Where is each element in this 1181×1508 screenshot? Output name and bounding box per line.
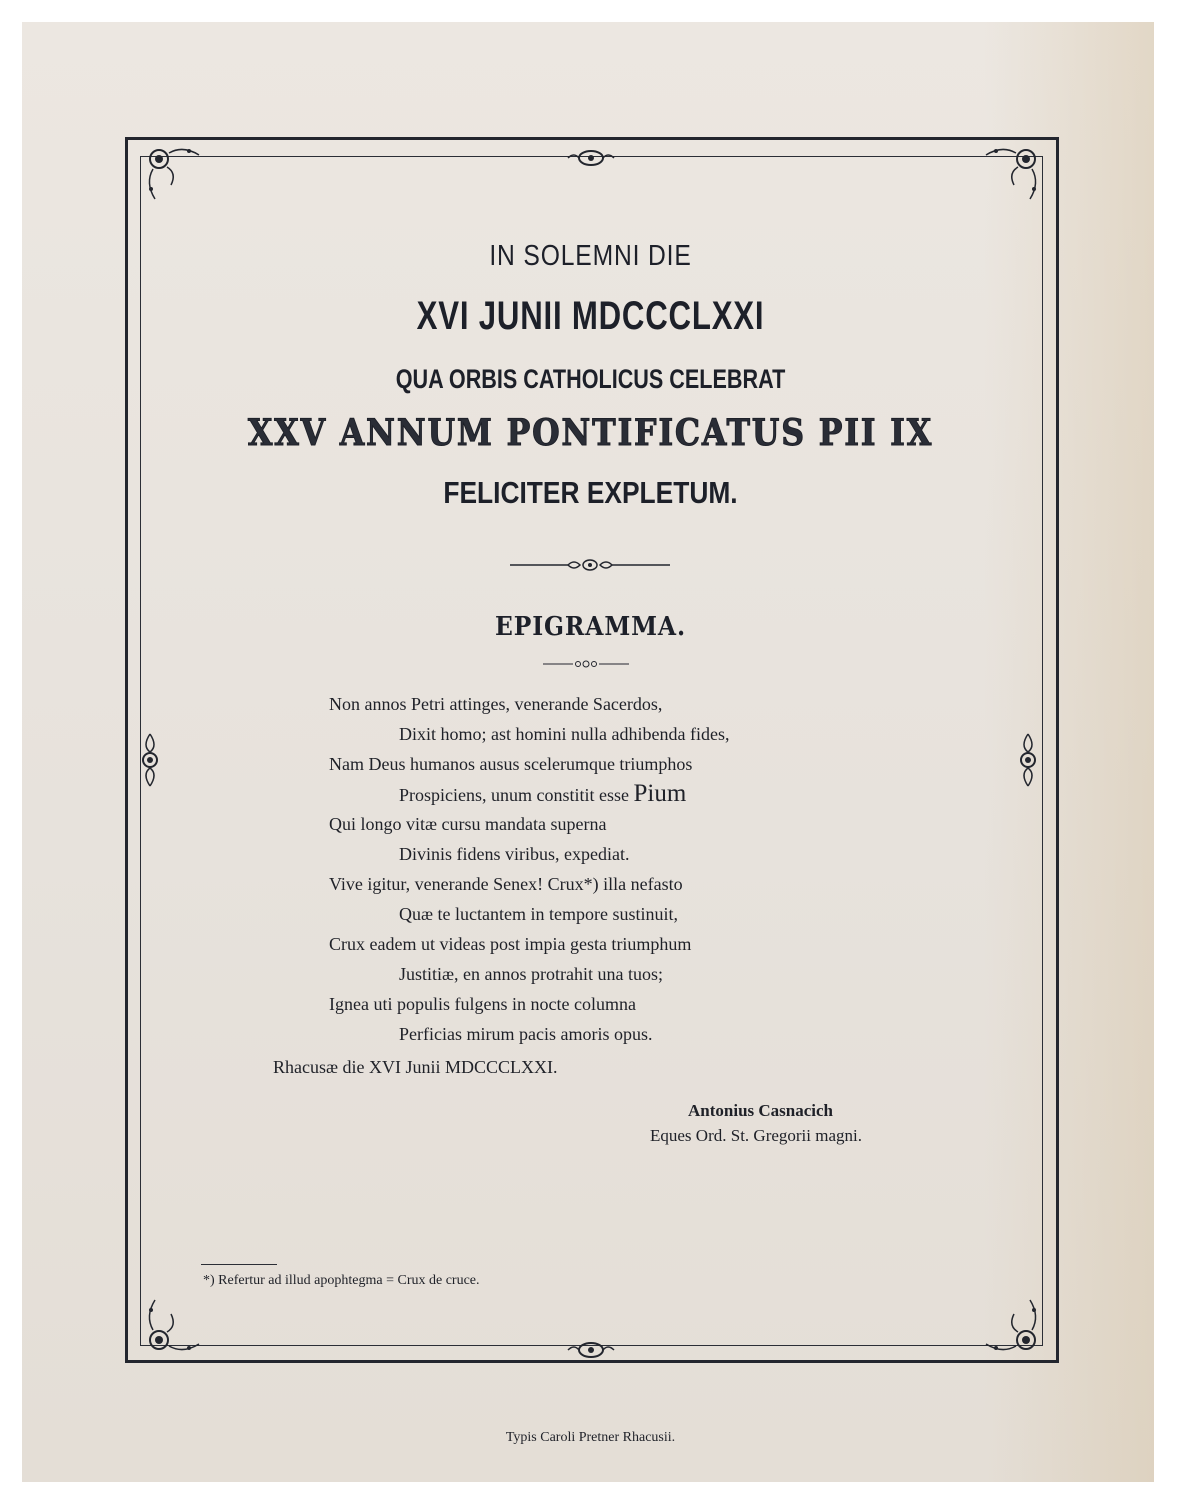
corner-flourish-icon	[980, 1294, 1042, 1356]
heading-line-1: IN SOLEMNI DIE	[489, 240, 692, 272]
divider-flourish-icon	[510, 555, 670, 580]
poem-line	[329, 779, 729, 809]
poem-line: Justitiæ, en annos protrahit una tuos;	[399, 964, 663, 984]
poem-line: Qui longo vitæ cursu mandata superna	[329, 814, 607, 834]
poem-line: Quæ te luctantem in tempore sustinuit,	[399, 904, 678, 924]
poem-line: Ignea uti populis fulgens in nocte columna	[329, 994, 636, 1014]
poem-line: Perficias mirum pacis amoris opus.	[399, 1024, 653, 1044]
heading-line-5: FELICITER EXPLETUM.	[443, 475, 738, 510]
footnote: *) Refertur ad illud apophtegma = Crux de cruce.	[203, 1273, 480, 1288]
corner-flourish-icon	[143, 1294, 205, 1356]
poem-line: Crux eadem ut videas post impia gesta triumphum	[329, 934, 692, 954]
poem-line: Divinis fidens viribus, expediat.	[399, 844, 630, 864]
center-rosette-icon	[566, 148, 616, 168]
footnote-rule	[201, 1264, 277, 1265]
side-ornament-icon	[138, 732, 162, 788]
emphasized-word: Pium	[633, 780, 687, 807]
poem-line: Vive igitur, venerande Senex! Crux*) illa nefasto	[329, 874, 683, 894]
side-ornament-icon	[1016, 732, 1040, 788]
epigram-poem	[329, 689, 729, 1049]
corner-flourish-icon	[980, 143, 1042, 205]
poem-line: Nam Deus humanos ausus scelerumque triumphos	[329, 754, 693, 774]
heading-line-3: QUA ORBIS CATHOLICUS CELEBRAT	[395, 364, 786, 394]
heading-line-2: XVI JUNII MDCCCLXXI	[416, 294, 765, 338]
section-title: EPIGRAMMA.	[494, 612, 687, 642]
poem-line: Non annos Petri attinges, venerande Sacerdos,	[329, 694, 663, 714]
printer-imprint: Typis Caroli Pretner Rhacusii.	[505, 1430, 676, 1445]
dateline: Rhacusæ die XVI Junii MDCCCLXXI.	[273, 1057, 558, 1077]
author-name: Antonius Casnacich	[688, 1101, 834, 1120]
author-title: Eques Ord. St. Gregorii magni.	[650, 1126, 862, 1145]
poem-line: Dixit homo; ast homini nulla adhibenda fides,	[399, 724, 730, 744]
poem-line-text: Prospiciens, unum constitit esse	[399, 785, 634, 805]
center-rosette-icon	[566, 1340, 616, 1360]
corner-flourish-icon	[143, 143, 205, 205]
divider-flourish-icon	[543, 657, 629, 675]
heading-line-4: XXV ANNUM PONTIFICATUS PII IX	[247, 412, 934, 454]
